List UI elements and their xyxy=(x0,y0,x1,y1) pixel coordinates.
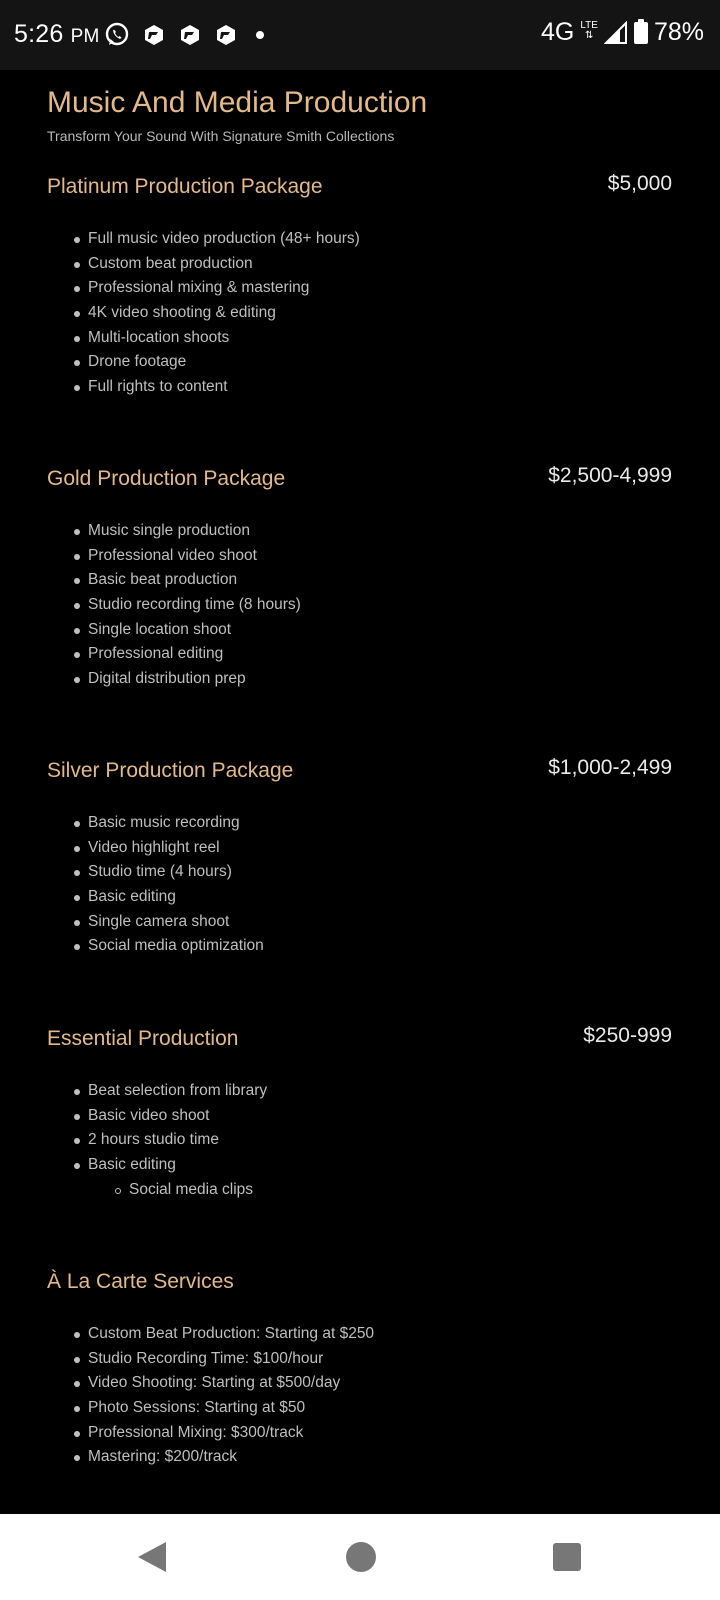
more-notifications-dot-icon xyxy=(256,31,264,39)
list-item: Studio recording time (8 hours) xyxy=(88,593,301,618)
status-bar xyxy=(0,0,720,70)
list-item: Basic music recording xyxy=(88,811,264,836)
list-item: Studio Recording Time: $100/hour xyxy=(88,1347,374,1372)
sub-list-item: Social media clips xyxy=(88,1178,267,1203)
battery-percent: 78% xyxy=(653,18,704,46)
lte-indicator: LTE ⇅ xyxy=(580,19,598,41)
lte-label: LTE xyxy=(580,19,598,31)
package-name: Essential Production xyxy=(47,1027,239,1050)
app-notification-icon-3 xyxy=(214,23,238,47)
status-time-ampm: PM xyxy=(70,26,100,47)
list-item: Professional mixing & mastering xyxy=(88,276,360,301)
network-type: 4G xyxy=(540,18,575,46)
status-system-icons xyxy=(541,18,704,47)
list-item: Digital distribution prep xyxy=(88,667,301,692)
list-item: Professional editing xyxy=(88,642,301,667)
list-item: Professional video shoot xyxy=(88,544,301,569)
package-name: Platinum Production Package xyxy=(47,175,323,198)
list-item: Multi-location shoots xyxy=(88,326,360,351)
list-item: Basic editing xyxy=(88,1153,267,1178)
list-item: Photo Sessions: Starting at $50 xyxy=(88,1396,374,1421)
app-notification-icon xyxy=(142,23,166,47)
package-feature-list xyxy=(47,811,264,959)
list-item: Custom beat production xyxy=(88,252,360,277)
list-item: Basic editing xyxy=(88,885,264,910)
list-item: Single camera shoot xyxy=(88,910,264,935)
app-notification-icon-2 xyxy=(178,23,202,47)
status-time xyxy=(14,20,100,49)
home-icon[interactable] xyxy=(346,1542,376,1572)
package-price: $250-999 xyxy=(583,1024,672,1047)
list-item: Video Shooting: Starting at $500/day xyxy=(88,1371,374,1396)
package-name: À La Carte Services xyxy=(47,1270,234,1293)
list-item: Custom Beat Production: Starting at $250 xyxy=(88,1322,374,1347)
list-item: Single location shoot xyxy=(88,618,301,643)
list-item: Full rights to content xyxy=(88,375,360,400)
page-subtitle: Transform Your Sound With Signature Smith Collections xyxy=(47,128,395,144)
back-icon[interactable] xyxy=(138,1542,166,1572)
page-content xyxy=(0,70,720,1514)
page-title: Music And Media Production xyxy=(47,86,428,119)
status-time-value: 5:26 xyxy=(14,20,64,48)
whatsapp-icon xyxy=(104,22,130,48)
list-item: Beat selection from library xyxy=(88,1079,267,1104)
list-item: Professional Mixing: $300/track xyxy=(88,1421,374,1446)
list-item: Basic video shoot xyxy=(88,1104,267,1129)
package-feature-list xyxy=(47,227,360,400)
battery-icon xyxy=(634,22,648,44)
status-notification-icons xyxy=(104,22,264,48)
list-item: Video highlight reel xyxy=(88,836,264,861)
list-item: Mastering: $200/track xyxy=(88,1445,374,1470)
list-item: Music single production xyxy=(88,519,301,544)
list-item: 2 hours studio time xyxy=(88,1128,267,1153)
package-feature-list xyxy=(47,519,301,692)
package-name: Silver Production Package xyxy=(47,759,294,782)
package-name: Gold Production Package xyxy=(47,467,286,490)
system-navigation-bar xyxy=(0,1514,720,1600)
list-item: Full music video production (48+ hours) xyxy=(88,227,360,252)
signal-icon xyxy=(604,21,628,45)
package-feature-list xyxy=(47,1322,374,1470)
package-price: $5,000 xyxy=(607,172,672,195)
recents-icon[interactable] xyxy=(553,1543,581,1571)
package-price: $1,000-2,499 xyxy=(548,756,672,779)
list-item: Basic beat production xyxy=(88,568,301,593)
package-feature-list xyxy=(47,1079,267,1202)
list-item: Drone footage xyxy=(88,350,360,375)
list-item: Social media optimization xyxy=(88,934,264,959)
list-item: 4K video shooting & editing xyxy=(88,301,360,326)
package-price: $2,500-4,999 xyxy=(548,464,672,487)
list-item: Studio time (4 hours) xyxy=(88,860,264,885)
